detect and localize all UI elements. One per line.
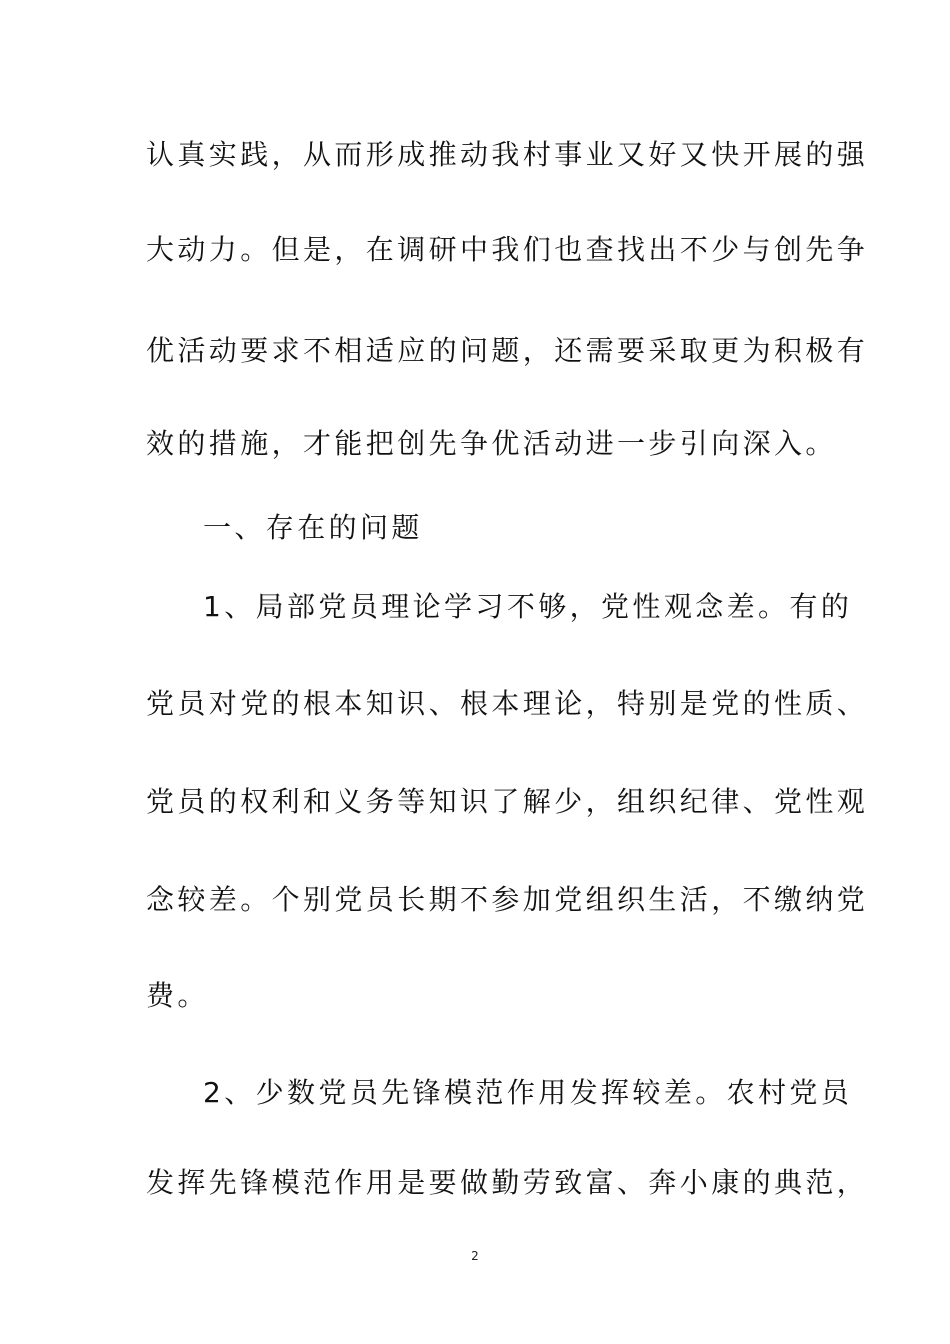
body-text-line: 发挥先锋模范作用是要做勤劳致富、奔小康的典范， xyxy=(146,1166,869,1199)
body-text-line: 认真实践，从而形成推动我村事业又好又快开展的强 xyxy=(146,138,869,171)
body-text-line: 1、局部党员理论学习不够，党性观念差。有的 xyxy=(203,590,853,623)
body-text-line: 费。 xyxy=(146,979,209,1012)
body-text-line: 效的措施，才能把创先争优活动进一步引向深入。 xyxy=(146,427,837,460)
page-number: 2 xyxy=(471,1249,479,1263)
body-text-line: 党员对党的根本知识、根本理论，特别是党的性质、 xyxy=(146,687,869,720)
body-text-line: 大动力。但是，在调研中我们也查找出不少与创先争 xyxy=(146,233,869,266)
body-text-line: 优活动要求不相适应的问题，还需要采取更为积极有 xyxy=(146,334,869,367)
body-text-line: 念较差。个别党员长期不参加党组织生活，不缴纳党 xyxy=(146,883,869,916)
body-text-line: 2、少数党员先锋模范作用发挥较差。农村党员 xyxy=(203,1076,853,1109)
body-text-line: 党员的权利和义务等知识了解少，组织纪律、党性观 xyxy=(146,785,869,818)
section-heading: 一、存在的问题 xyxy=(203,511,423,544)
